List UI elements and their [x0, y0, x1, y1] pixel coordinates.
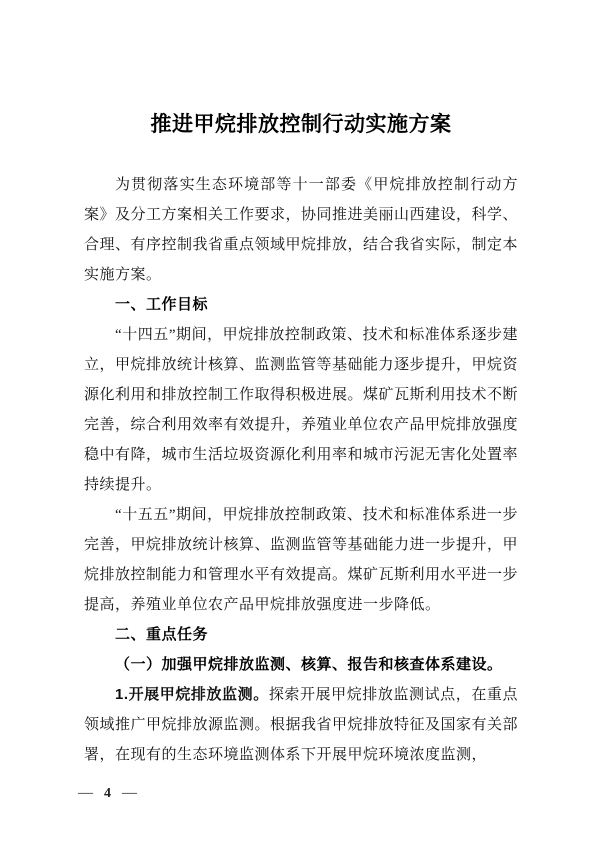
- paragraph-monitoring-lead: 1.开展甲烷排放监测。: [115, 686, 269, 703]
- paragraph-14th-five-plan: “十四五”期间，甲烷排放控制政策、技术和标准体系逐步建立，甲烷排放统计核算、监测监管等基础能力逐步提升，甲烷资源化利用和排放控制工作取得积极进展。煤矿瓦斯利用技术不断完善，综合利用效率有效提升，养殖业单位农产品甲烷排放强度稳中有降，城市生活垃圾资源化利用率和城市污泥无害化处置率持续提升。: [84, 327, 519, 493]
- paragraph-monitoring: [84, 680, 518, 770]
- document-title: 推进甲烷排放控制行动实施方案: [150, 112, 452, 136]
- heading-work-goals: 一、工作目标: [115, 296, 209, 313]
- subheading-monitoring-system: （一）加强甲烷排放监测、核算、报告和核查体系建设。: [115, 657, 503, 673]
- document-content: [84, 106, 518, 770]
- page-number-right-dash: —: [122, 785, 137, 801]
- page-number-left-dash: —: [78, 785, 93, 801]
- paragraph-intro: 为贯彻落实生态环境部等十一部委《甲烷排放控制行动方案》及分工方案相关工作要求，协同推进美丽山西建设，科学、合理、有序控制我省重点领域甲烷排放，结合我省实际，制定本实施方案。: [84, 177, 519, 283]
- paragraph-monitoring-body: 探索开展甲烷排放监测试点，在重点领域推广甲烷排放源监测。根据我省甲烷排放特征及国家有关部署，在现有的生态环境监测体系下开展甲烷环境浓度监测，: [84, 687, 519, 763]
- heading-key-tasks: 二、重点任务: [115, 626, 209, 643]
- page-number-value: 4: [104, 785, 111, 801]
- paragraph-15th-five-plan: “十五五”期间，甲烷排放控制政策、技术和标准体系进一步完善，甲烷排放统计核算、监测监管等基础能力进一步提升，甲烷排放控制能力和管理水平有效提高。煤矿瓦斯利用水平进一步提高，养殖业单位农产品甲烷排放强度进一步降低。: [84, 507, 519, 613]
- footer-page-number: [78, 785, 137, 802]
